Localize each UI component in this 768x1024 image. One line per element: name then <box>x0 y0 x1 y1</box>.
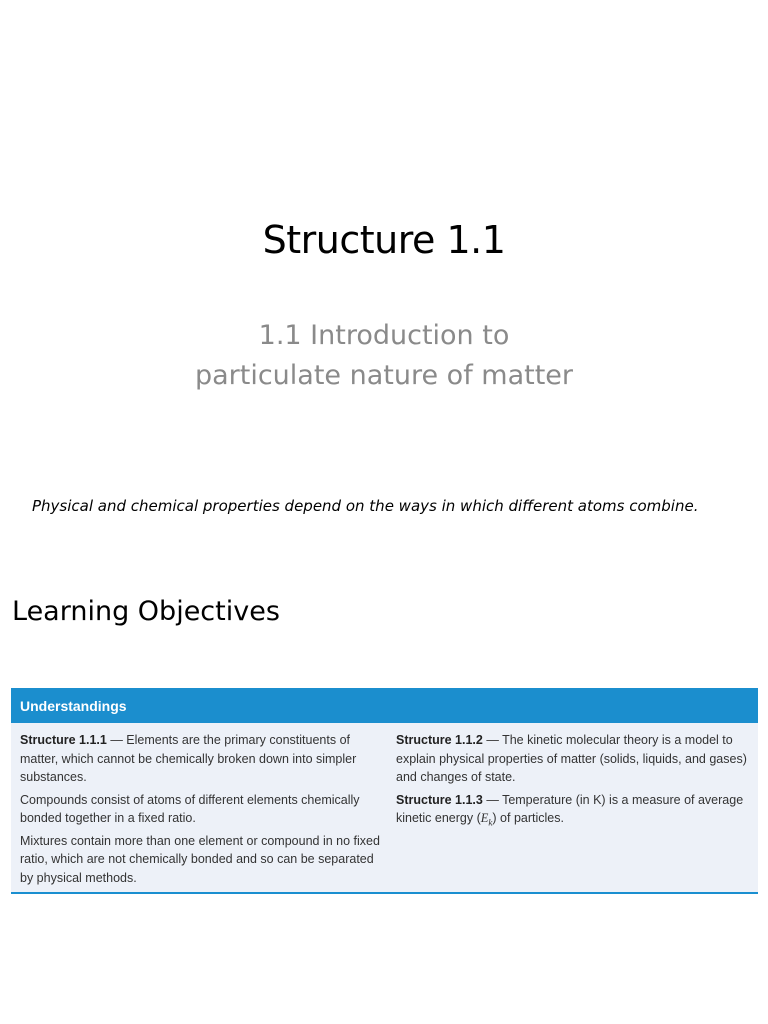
objective-text: — The kinetic molecular theory is a model to explain physical properties of matter (solids, liquids, and gases) and changes of state. <box>396 733 747 784</box>
structure-1-1-1 <box>20 731 382 787</box>
subtitle-line-2: particulate nature of matter <box>194 360 574 391</box>
understandings-left-column <box>20 731 396 891</box>
objective-text: — Temperature (in K) is a measure of average kinetic energy ( <box>396 792 744 825</box>
structure-code: Structure 1.1.2 <box>396 733 483 747</box>
symbol-e: E <box>480 811 489 825</box>
objective-text-end: ) of particles. <box>492 811 564 825</box>
structure-code: Structure 1.1.1 <box>20 733 107 747</box>
slide-subtitle <box>0 316 768 396</box>
subtitle-line-1: 1.1 Introduction to <box>258 320 510 351</box>
objective-text: — Elements are the primary constituents of matter, which cannot be chemically broken down into simpler substances. <box>20 733 357 784</box>
structure-1-1-2 <box>396 731 748 787</box>
structure-code: Structure 1.1.3 <box>396 792 483 807</box>
slide-title: Structure 1.1 <box>262 218 506 262</box>
mixtures-objective: Mixtures contain more than one element or compound in no fixed ratio, which are not chemically bonded and so can be separated by physical methods. <box>20 833 380 885</box>
understandings-header: Understandings <box>11 688 758 723</box>
understandings-box <box>11 688 758 894</box>
kinetic-energy-symbol <box>480 811 493 828</box>
understandings-body <box>11 723 758 891</box>
guiding-statement: Physical and chemical properties depend on the ways in which different atoms combine. <box>32 497 699 515</box>
symbol-subscript-k: k <box>488 817 493 828</box>
structure-1-1-3 <box>396 791 748 833</box>
learning-objectives-heading: Learning Objectives <box>12 596 280 627</box>
compounds-objective: Compounds consist of atoms of different elements chemically bonded together in a fixed ratio. <box>20 792 360 825</box>
understandings-right-column <box>396 731 748 891</box>
